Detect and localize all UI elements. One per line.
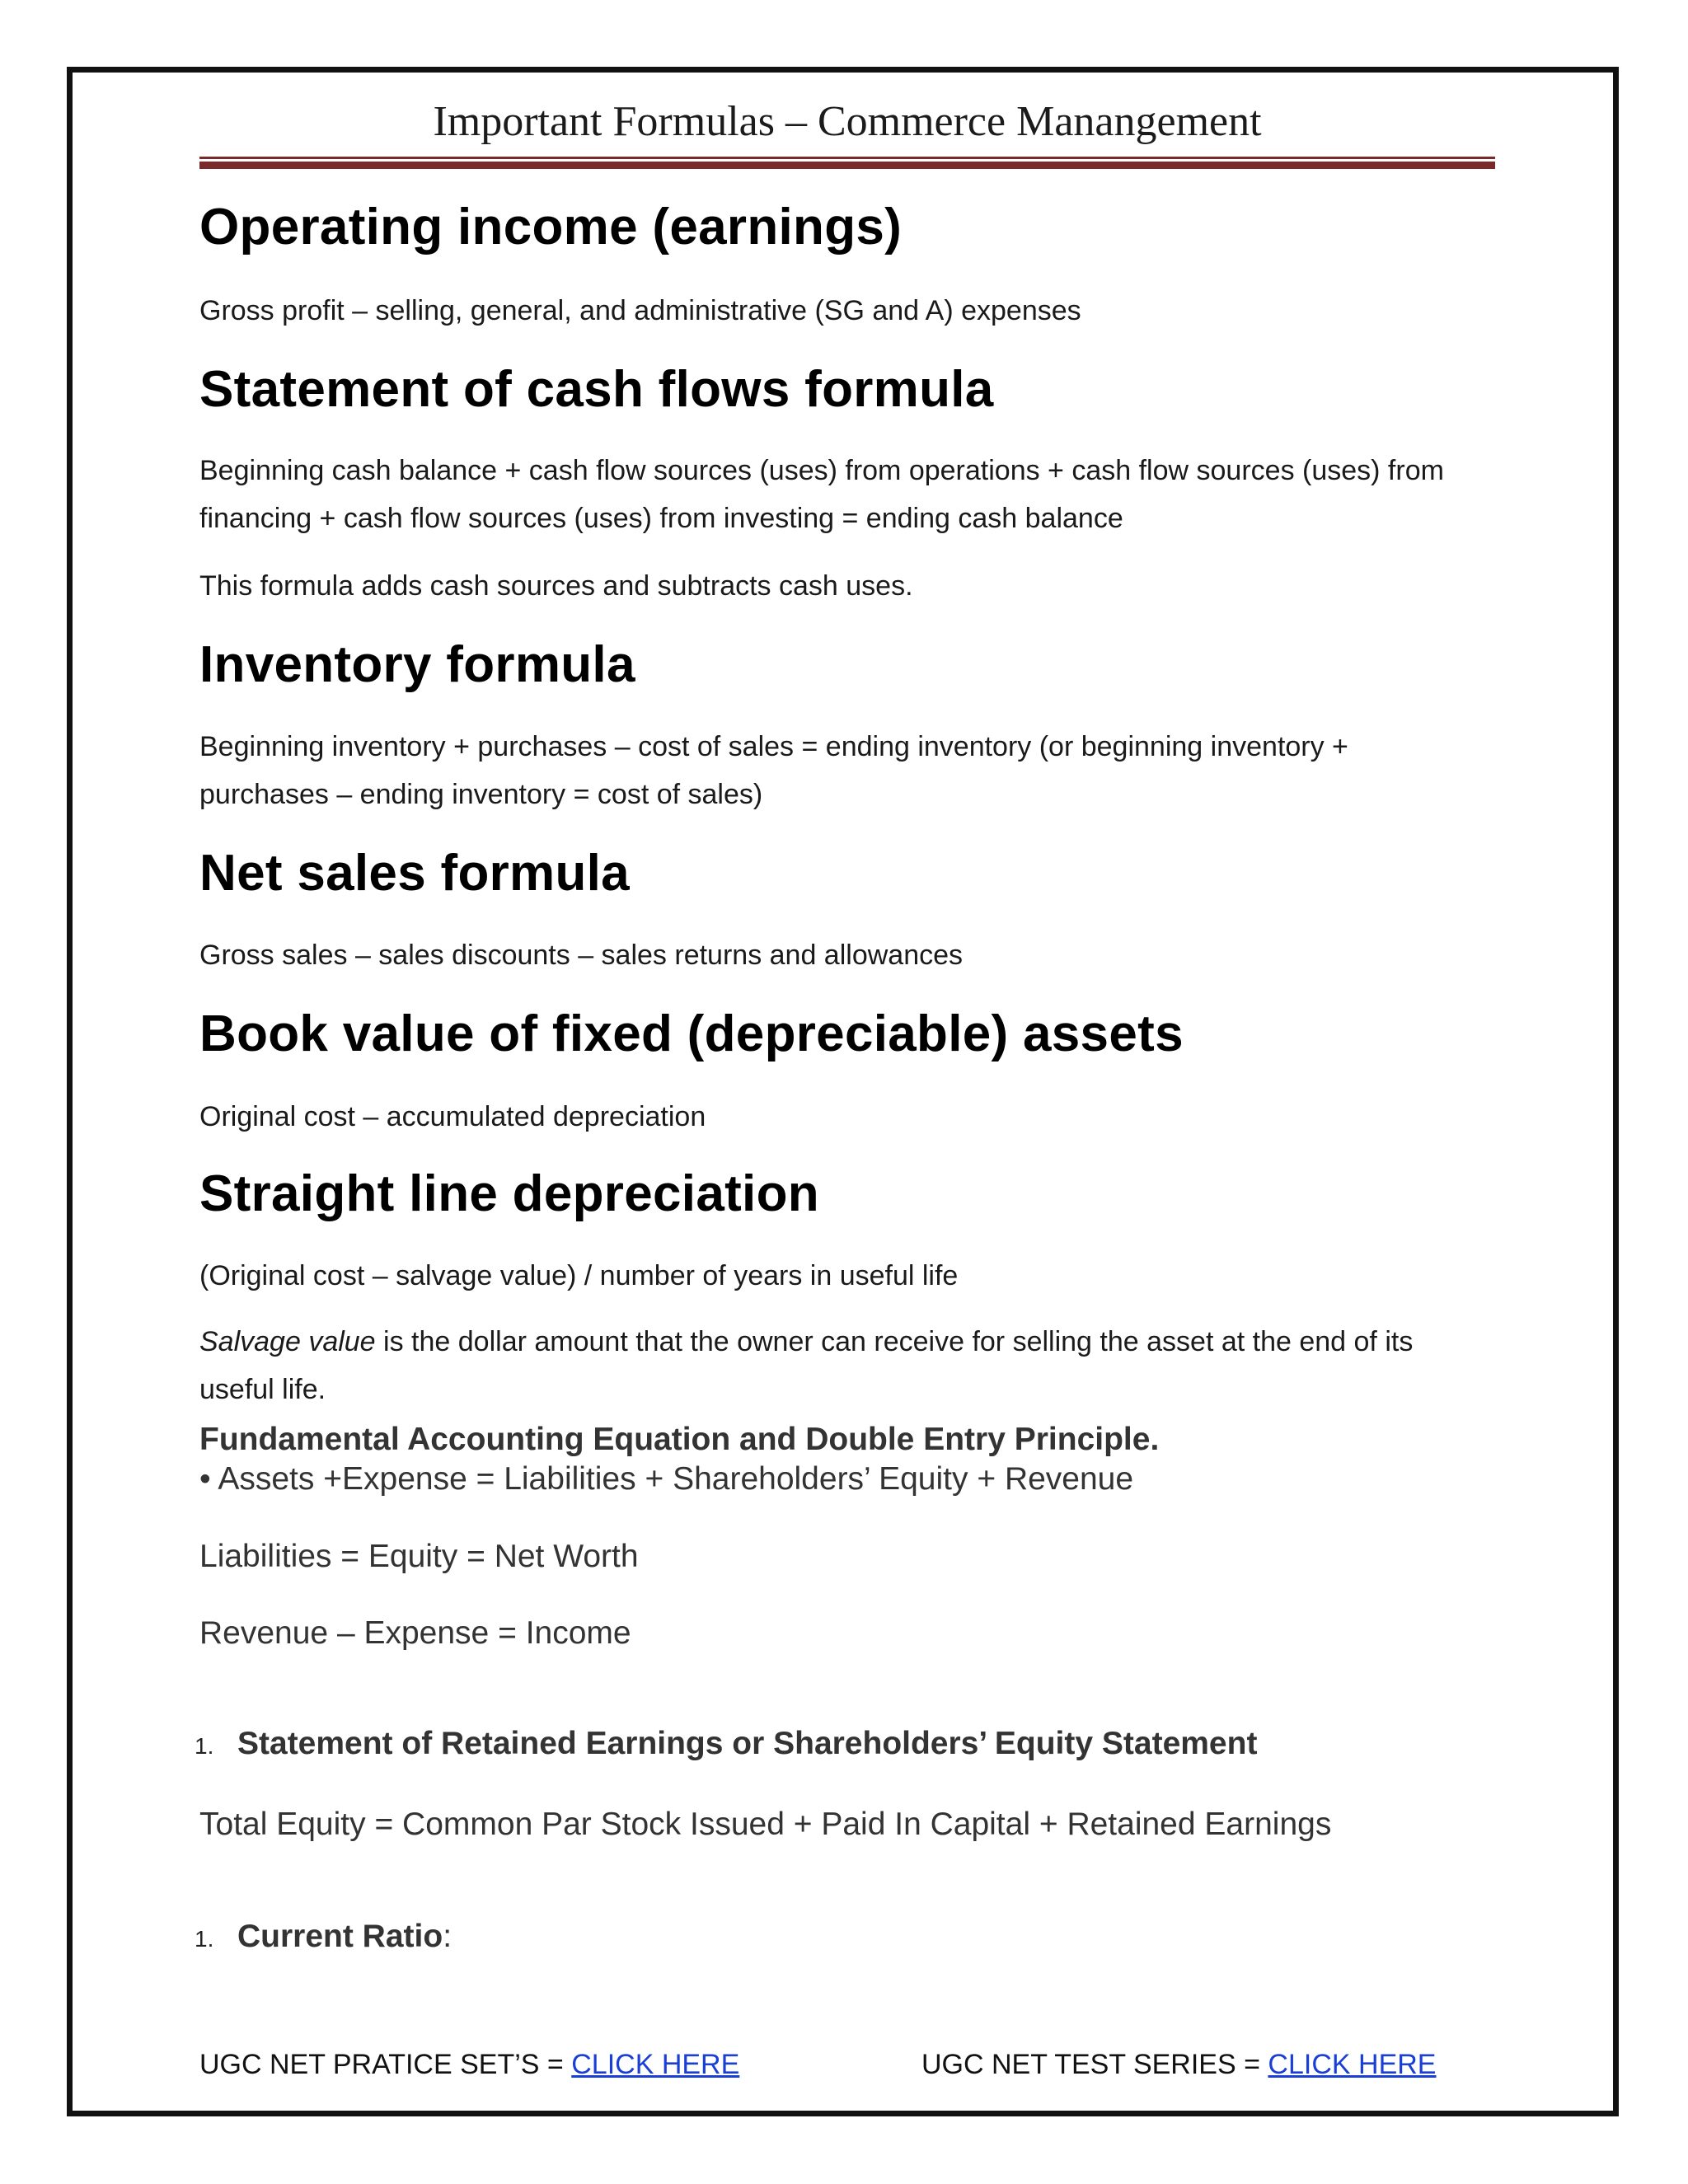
item-number: 1. (195, 1926, 214, 1952)
section-net-sales (199, 844, 1495, 902)
section-heading: Statement of cash flows formula (199, 361, 994, 418)
section-note: This formula adds cash sources and subtracts cash uses. (199, 570, 913, 602)
salvage-note-line (199, 1318, 1495, 1366)
section-cash-flows (199, 360, 1495, 419)
document-content (199, 91, 1495, 169)
total-equity-block (199, 1805, 1495, 1844)
section-heading: Operating income (earnings) (199, 199, 903, 255)
salvage-note-block (199, 1318, 1495, 1413)
section-straight-line (199, 1165, 1495, 1223)
section-text-line: Beginning inventory + purchases – cost of sales = ending inventory (or beginning inventory + (199, 731, 1348, 762)
section-heading: Book value of fixed (depreciable) assets (199, 1005, 1184, 1062)
footer-test-series (921, 2049, 1436, 2081)
section-current-ratio (195, 1917, 1495, 1957)
section-operating-income (199, 198, 1495, 256)
item-number: 1. (195, 1733, 214, 1759)
document-title: Important Formulas – Commerce Manangement (433, 98, 1262, 145)
straight-line-text-block (199, 1252, 1495, 1300)
section-text-line: Beginning cash balance + cash flow sources (uses) from operations + cash flow sources (uses) from (199, 455, 1444, 486)
inventory-text-block (199, 723, 1495, 818)
salvage-note-text: is the dollar amount that the owner can receive for selling the asset at the end of its (375, 1326, 1414, 1357)
section-inventory (199, 635, 1495, 694)
cash-flows-text-block (199, 447, 1495, 542)
section-text: Gross sales – sales discounts – sales returns and allowances (199, 940, 964, 971)
section-fundamental (199, 1420, 1495, 1499)
title-rule-thick (199, 162, 1495, 169)
footer-label: UGC NET PRATICE SET’S = (199, 2049, 564, 2080)
item-heading: Statement of Retained Earnings or Shareholders’ Equity Statement (237, 1726, 1258, 1761)
item-heading: Current Ratio (237, 1919, 443, 1954)
total-equity-equation: Total Equity = Common Par Stock Issued + Paid In Capital + Retained Earnings (199, 1807, 1332, 1842)
section-text: Gross profit – selling, general, and administrative (SG and A) expenses (199, 295, 1081, 326)
salvage-value-term: Salvage value (199, 1326, 376, 1357)
operating-income-text-block (199, 287, 1495, 335)
section-heading: Inventory formula (199, 636, 635, 693)
liabilities-equation-block (199, 1537, 1495, 1577)
numbered-item (195, 1917, 1495, 1957)
section-heading: Straight line depreciation (199, 1165, 819, 1222)
section-heading: Net sales formula (199, 845, 630, 902)
footer-practice-sets (199, 2049, 739, 2081)
numbered-item (195, 1726, 1495, 1762)
section-text-line: financing + cash flow sources (uses) from investing = ending cash balance (199, 503, 1123, 534)
section-text: (Original cost – salvage value) / number of years in useful life (199, 1260, 959, 1291)
book-value-text-block (199, 1093, 1495, 1141)
salvage-note-line-2: useful life. (199, 1374, 326, 1405)
title-rule-thin (199, 157, 1495, 159)
revenue-equation: Revenue – Expense = Income (199, 1615, 631, 1651)
section-text: Original cost – accumulated depreciation (199, 1101, 706, 1132)
section-subheading: Fundamental Accounting Equation and Double Entry Principle. (199, 1422, 1160, 1457)
section-text-line: purchases – ending inventory = cost of sales) (199, 779, 763, 810)
section-book-value (199, 1005, 1495, 1063)
item-colon: : (443, 1919, 452, 1954)
accounting-equation-bullet: • Assets +Expense = Liabilities + Shareholders’ Equity + Revenue (199, 1461, 1134, 1497)
revenue-equation-block (199, 1614, 1495, 1653)
net-sales-text-block (199, 931, 1495, 979)
section-retained-earnings (195, 1726, 1495, 1762)
footer-label: UGC NET TEST SERIES = (921, 2049, 1260, 2080)
liabilities-equation: Liabilities = Equity = Net Worth (199, 1539, 639, 1574)
practice-sets-link[interactable]: CLICK HERE (571, 2049, 740, 2080)
test-series-link[interactable]: CLICK HERE (1268, 2049, 1437, 2080)
cash-flows-note-block (199, 562, 1495, 610)
